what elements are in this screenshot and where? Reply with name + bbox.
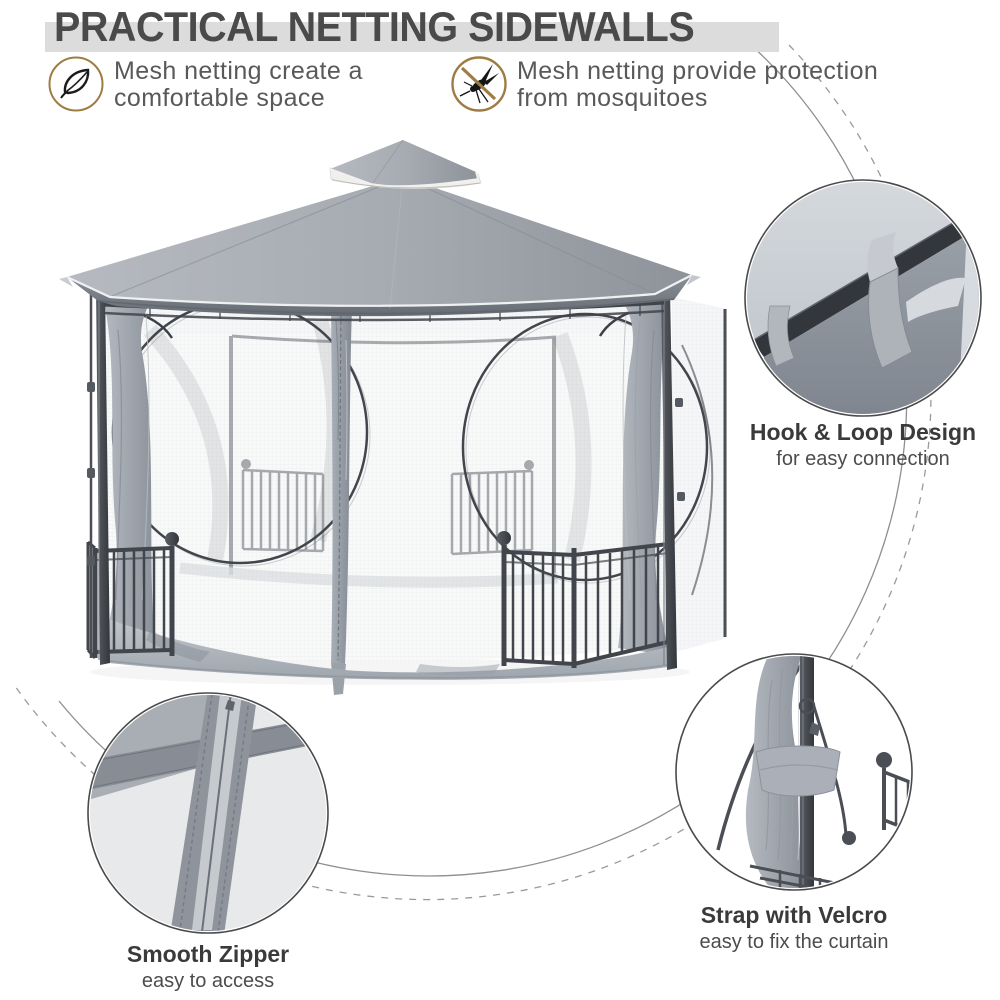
feature-mosquito-text <box>517 58 878 112</box>
callout-subtitle: easy to fix the curtain <box>699 931 889 953</box>
feature-mosquito-protection <box>450 55 878 113</box>
gazebo-illustration <box>59 140 727 695</box>
callout-caption-strap <box>634 902 954 955</box>
callout-circle-hook-loop <box>740 150 985 420</box>
callout-caption-zipper <box>48 941 368 994</box>
feature-text-line: from mosquitoes <box>517 84 708 112</box>
page-title: PRACTICAL NETTING SIDEWALLS <box>54 3 695 50</box>
callout-title: Hook & Loop Design <box>749 419 977 445</box>
feature-text-line: comfortable space <box>114 84 326 112</box>
callout-title: Strap with Velcro <box>700 902 888 928</box>
callout-circle-strap <box>676 654 920 896</box>
callout-subtitle: easy to access <box>141 970 275 992</box>
feature-text-line: Mesh netting provide protection <box>517 57 879 85</box>
callout-title: Smooth Zipper <box>126 941 290 967</box>
callout-caption-hook-loop <box>703 419 1000 472</box>
feature-comfort-text <box>114 58 363 112</box>
callout-subtitle: for easy connection <box>776 448 950 470</box>
feature-comfort <box>47 55 363 113</box>
callout-circle-zipper <box>88 690 328 935</box>
leaf-icon <box>47 55 105 113</box>
feature-text-line: Mesh netting create a <box>114 57 363 85</box>
mosquito-off-icon <box>450 55 508 113</box>
